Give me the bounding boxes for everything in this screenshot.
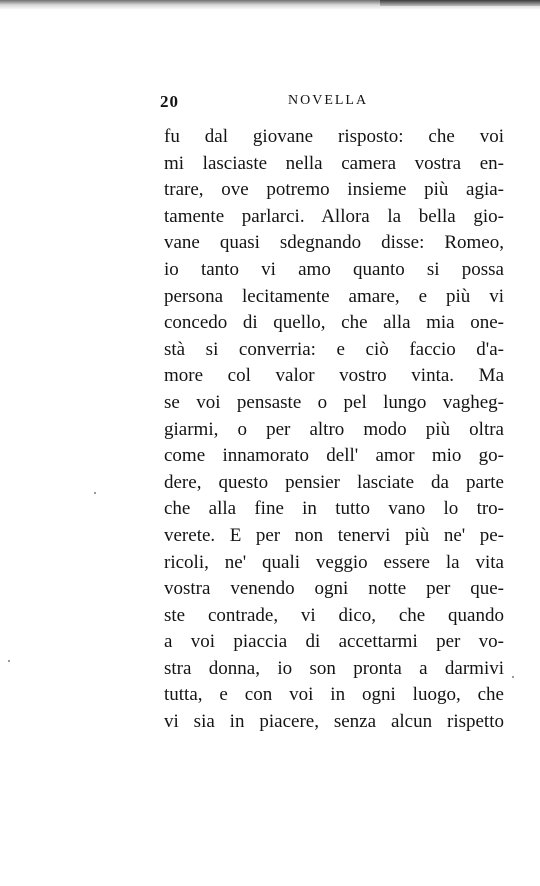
text-line: a voi piaccia di accettarmi per vo- xyxy=(164,631,504,653)
running-head: NOVELLA xyxy=(288,93,369,108)
paper-speck xyxy=(512,676,514,678)
text-line: persona lecitamente amare, e più vi xyxy=(164,285,504,307)
text-line: dere, questo pensier lasciate da parte xyxy=(164,471,504,493)
page-header xyxy=(160,92,504,114)
body-text xyxy=(164,124,504,736)
text-line: trare, ove potremo insieme più agia- xyxy=(164,179,504,201)
text-line: fu dal giovane risposto: che voi xyxy=(164,126,504,147)
page-number: 20 xyxy=(160,92,179,111)
text-line: verete. E per non tenervi più ne' pe- xyxy=(164,524,504,546)
page-top-edge xyxy=(0,0,540,10)
text-line: vane quasi sdegnando disse: Romeo, xyxy=(164,232,504,254)
text-line: ste contrade, vi dico, che quando xyxy=(164,604,504,626)
paper-speck xyxy=(8,660,10,662)
text-line: io tanto vi amo quanto si possa xyxy=(164,258,504,280)
text-line: stà si converria: e ciò faccio d'a- xyxy=(164,338,504,360)
text-line: stra donna, io son pronta a darmivi xyxy=(164,657,504,679)
text-line: ricoli, ne' quali veggio essere la vita xyxy=(164,551,504,573)
text-line: tamente parlarci. Allora la bella gio- xyxy=(164,205,504,227)
text-line: che alla fine in tutto vano lo tro- xyxy=(164,498,504,520)
text-line: se voi pensaste o pel lungo vagheg- xyxy=(164,391,504,413)
text-line: mi lasciaste nella camera vostra en- xyxy=(164,152,504,174)
paper-speck xyxy=(94,492,96,494)
text-line: concedo di quello, che alla mia one- xyxy=(164,312,504,334)
text-line: come innamorato dell' amor mio go- xyxy=(164,445,504,467)
text-line: more col valor vostro vinta. Ma xyxy=(164,365,504,387)
text-line: tutta, e con voi in ogni luogo, che xyxy=(164,684,504,706)
text-line: vi sia in piacere, senza alcun rispetto xyxy=(164,711,504,733)
text-line: giarmi, o per altro modo più oltra xyxy=(164,418,504,440)
text-line: vostra venendo ogni notte per que- xyxy=(164,578,504,600)
